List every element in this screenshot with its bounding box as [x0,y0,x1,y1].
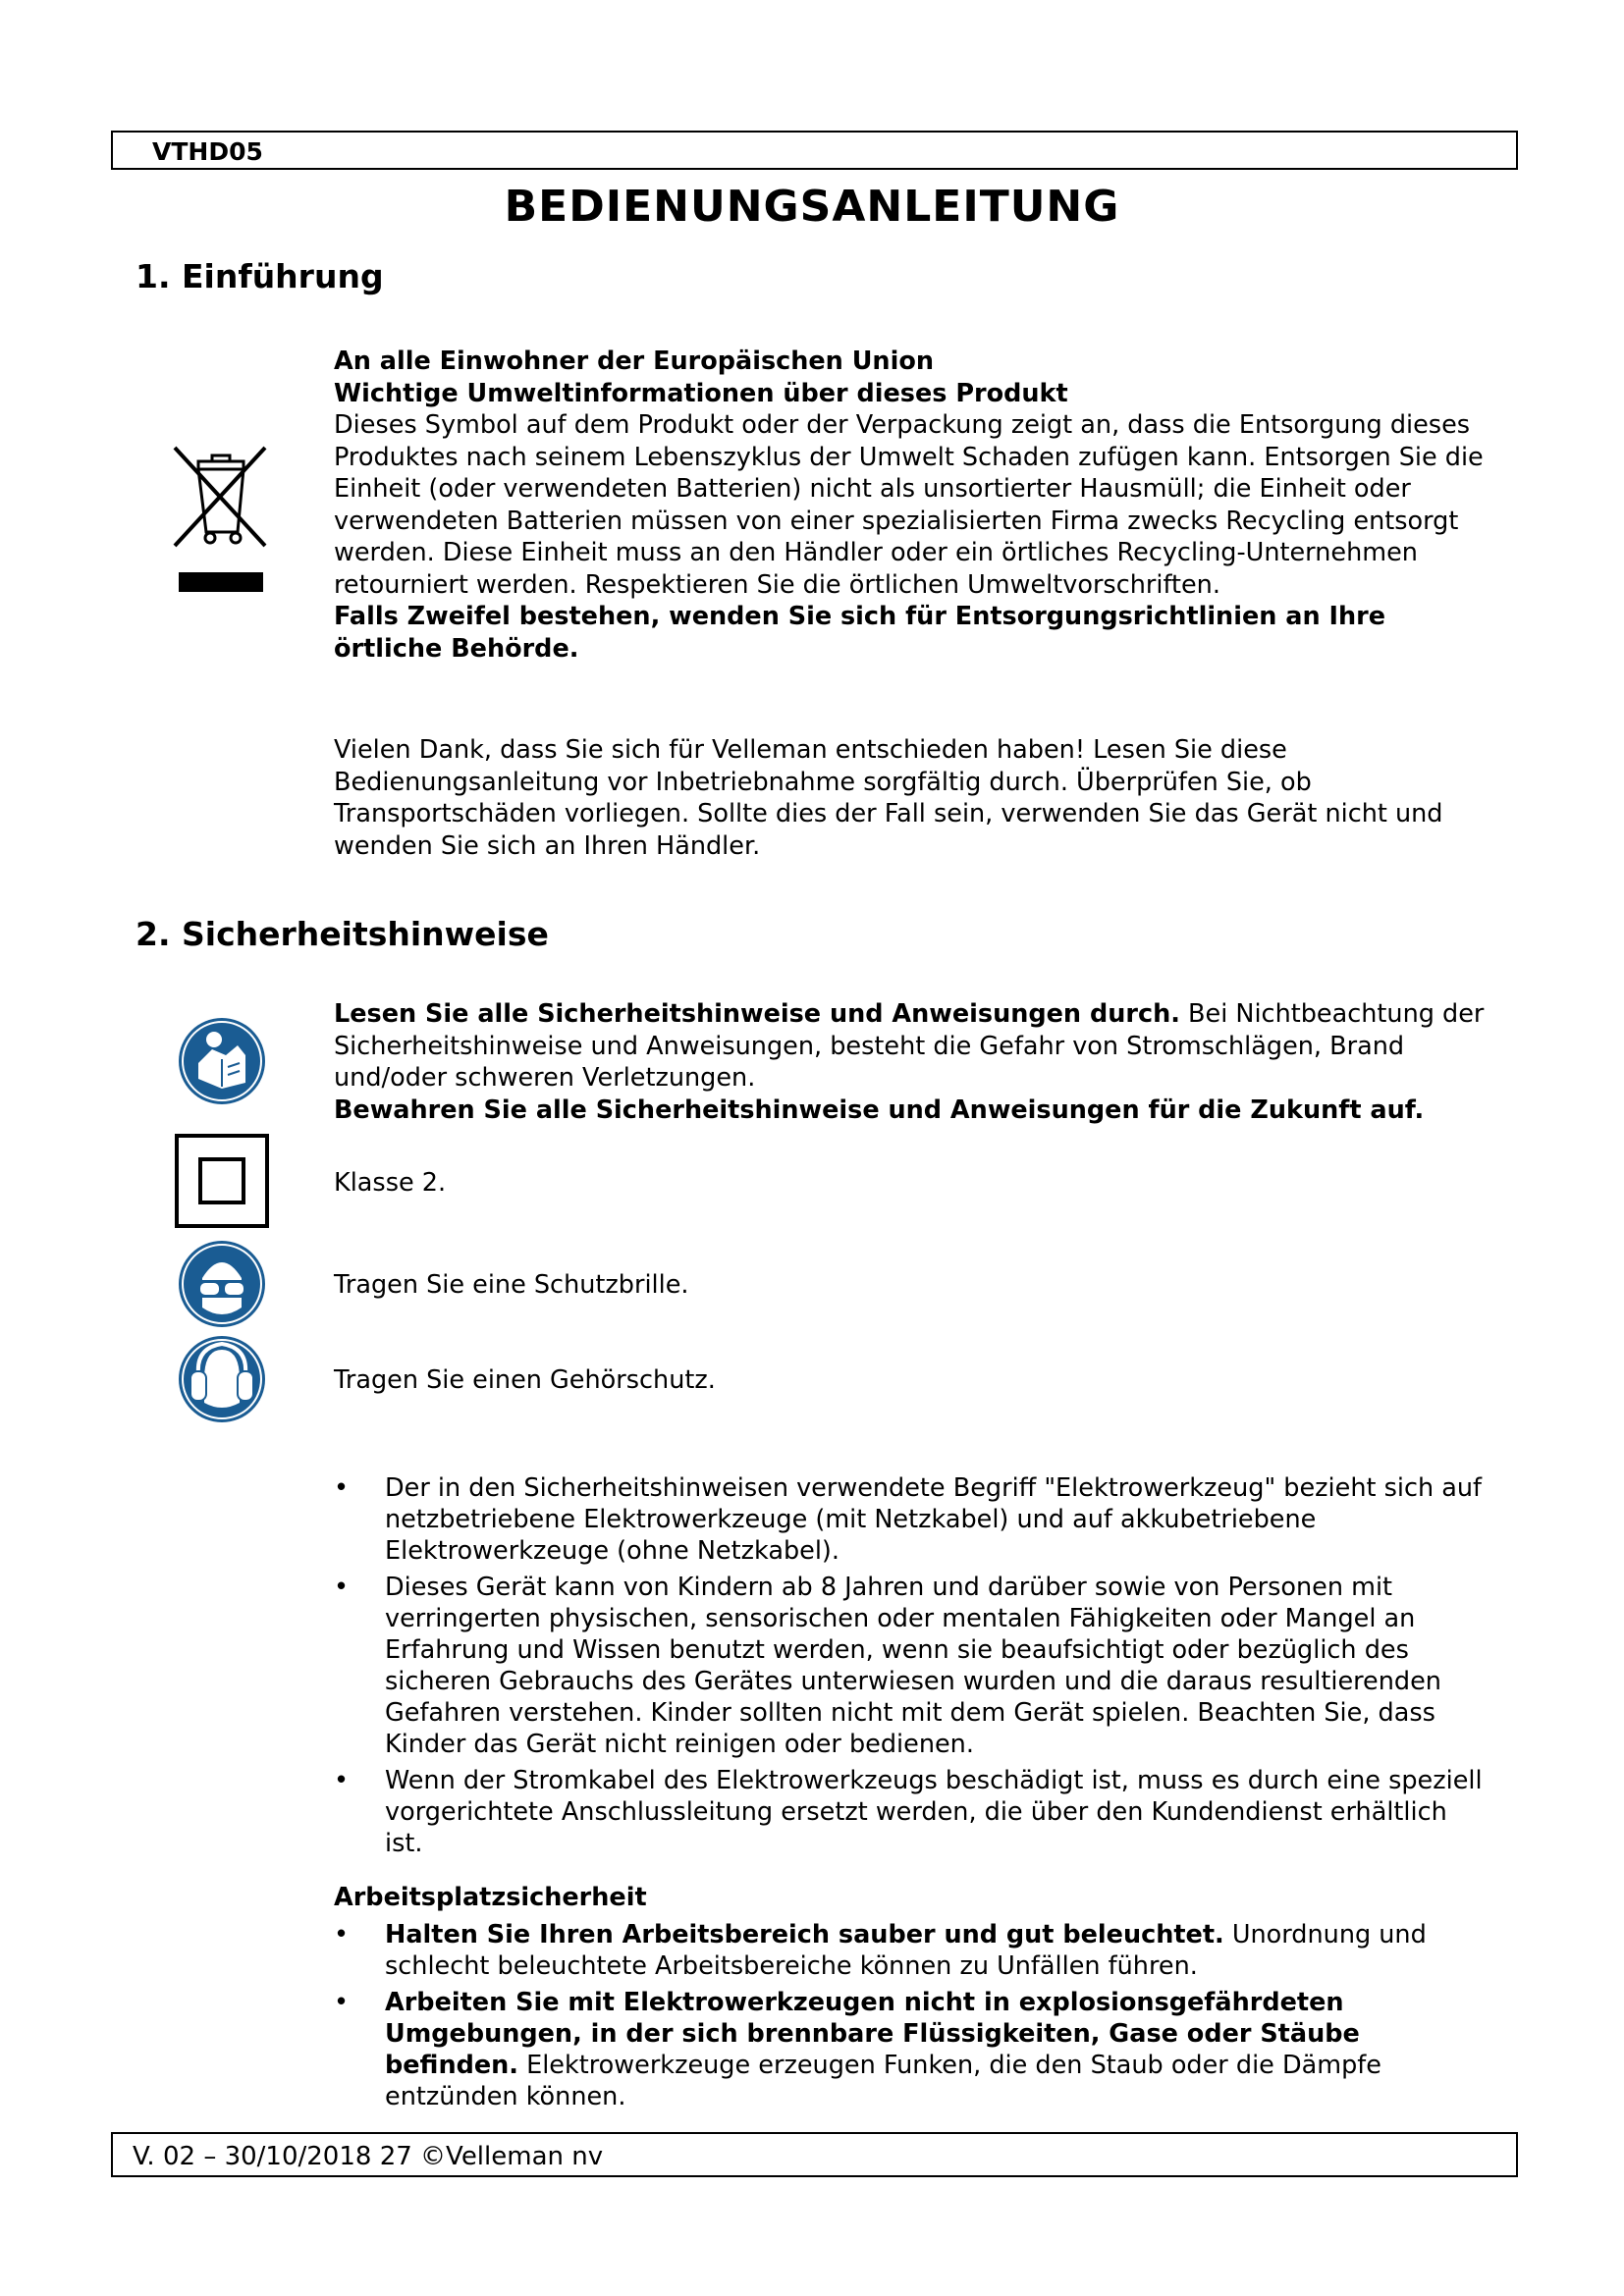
weee-body: Dieses Symbol auf dem Produkt oder der Verpackung zeigt an, dass die Entsorgung dieses Produktes nach seinem Lebenszyklus der Umwelt Schaden zufügen kann. Entsorgen Sie die Einheit (oder verwendeten Batterien) nicht als unsortierter Hausmüll; die Einheit oder verwendeten Batterien müssen von einer spezialisierten Firma zwecks Recycling entsorgt werden. Diese Einheit muss an den Händler oder ein örtliches Recycling-Unternehmen retourniert werden. Respektieren Sie die örtlichen Umweltvorschriften. [334,410,1484,600]
read-manual-icon [177,1016,267,1106]
footer-text: V. 02 – 30/10/2018 27 ©Velleman nv [133,2142,604,2171]
item-bold: Halten Sie Ihren Arbeitsbereich sauber und gut beleuchtet. [385,1920,1224,1949]
safety-intro [334,998,1492,1126]
weee-text [334,346,1492,665]
class2-icon [175,1134,269,1228]
safety-bullet-list [334,1472,1483,1864]
list-item: • Wenn der Stromkabel des Elektrowerkzeugs beschädigt ist, muss es durch eine speziell vorgerichtete Anschlussleitung ersetzt werden, die über den Kundendienst erhältlich ist. [334,1765,1483,1859]
section2-heading: 2. Sicherheitshinweise [135,915,549,953]
weee-lead-1: An alle Einwohner der Europäischen Union [334,347,934,376]
goggles-text: Tragen Sie eine Schutzbrille. [334,1270,689,1300]
keep-instructions: Bewahren Sie alle Sicherheitshinweise und Anweisungen für die Zukunft auf. [334,1095,1425,1125]
list-item [334,1987,1483,2112]
item-rest: Unordnung und schlecht beleuchtete Arbeitsbereiche können zu Unfällen führen. [385,1920,1427,1981]
read-instructions [334,998,1492,1095]
model-number: VTHD05 [152,137,263,166]
list-item: • Der in den Sicherheitshinweisen verwendete Begriff "Elektrowerkzeug" bezieht sich auf netzbetriebene Elektrowerkzeuge (mit Netzkabel) und auf akkubetriebene Elektrowerkzeuge (ohne Netzkabel). [334,1472,1483,1567]
item-rest: Elektrowerkzeuge erzeugen Funken, die den Staub oder die Dämpfe entzünden können. [385,2051,1381,2111]
list-item: • Dieses Gerät kann von Kindern ab 8 Jahren und darüber sowie von Personen mit verringerten physischen, sensorischen oder mentalen Fähigkeiten oder Mangel an Erfahrung und Wissen benutzt werden, wenn sie beaufsichtigt oder bezüglich des sicheren Gebrauchs des Gerätes unterwiesen wurden und die daraus resultierenden Gefahren verstehen. Kinder sollten nicht mit dem Gerät spielen. Beachten Sie, dass Kinder das Gerät nicht reinigen oder bedienen. [334,1572,1483,1760]
thanks-paragraph: Vielen Dank, dass Sie sich für Velleman entschieden haben! Lesen Sie diese Bedienungsanleitung vor Inbetriebnahme sorgfältig durch. Überprüfen Sie, ob Transportschäden vorliegen. Sollte dies der Fall sein, verwenden Sie das Gerät nicht und wenden Sie sich an Ihren Händler. [334,735,1443,861]
weee-closing: Falls Zweifel bestehen, wenden Sie sich für Entsorgungsrichtlinien an Ihre örtliche Behörde. [334,602,1386,664]
weee-bin-icon [167,442,275,599]
read-instructions-rest: Bei Nichtbeachtung der Sicherheitshinweise und Anweisungen, besteht die Gefahr von Stromschlägen, Brand und/oder schweren Verletzungen. [334,999,1485,1093]
read-instructions-bold: Lesen Sie alle Sicherheitshinweise und Anweisungen durch. [334,999,1180,1029]
workplace-list [334,1919,1483,2117]
class2-text: Klasse 2. [334,1168,447,1198]
goggles-icon [177,1239,267,1329]
section1-heading: 1. Einführung [135,257,384,295]
list-item [334,1919,1483,1982]
header-box [111,131,1518,170]
weee-lead-2: Wichtige Umweltinformationen über dieses Produkt [334,378,1068,408]
ear-protection-icon [177,1334,267,1424]
ear-text: Tragen Sie einen Gehörschutz. [334,1365,716,1395]
workplace-heading: Arbeitsplatzsicherheit [334,1883,647,1912]
page-title: BEDIENUNGSANLEITUNG [504,182,1120,232]
footer-box [111,2132,1518,2177]
item-bold: Arbeiten Sie mit Elektrowerkzeugen nicht in explosionsgefährdeten Umgebungen, in der sich brennbare Flüssigkeiten, Gase oder Stäube befinden. [385,1988,1360,2080]
